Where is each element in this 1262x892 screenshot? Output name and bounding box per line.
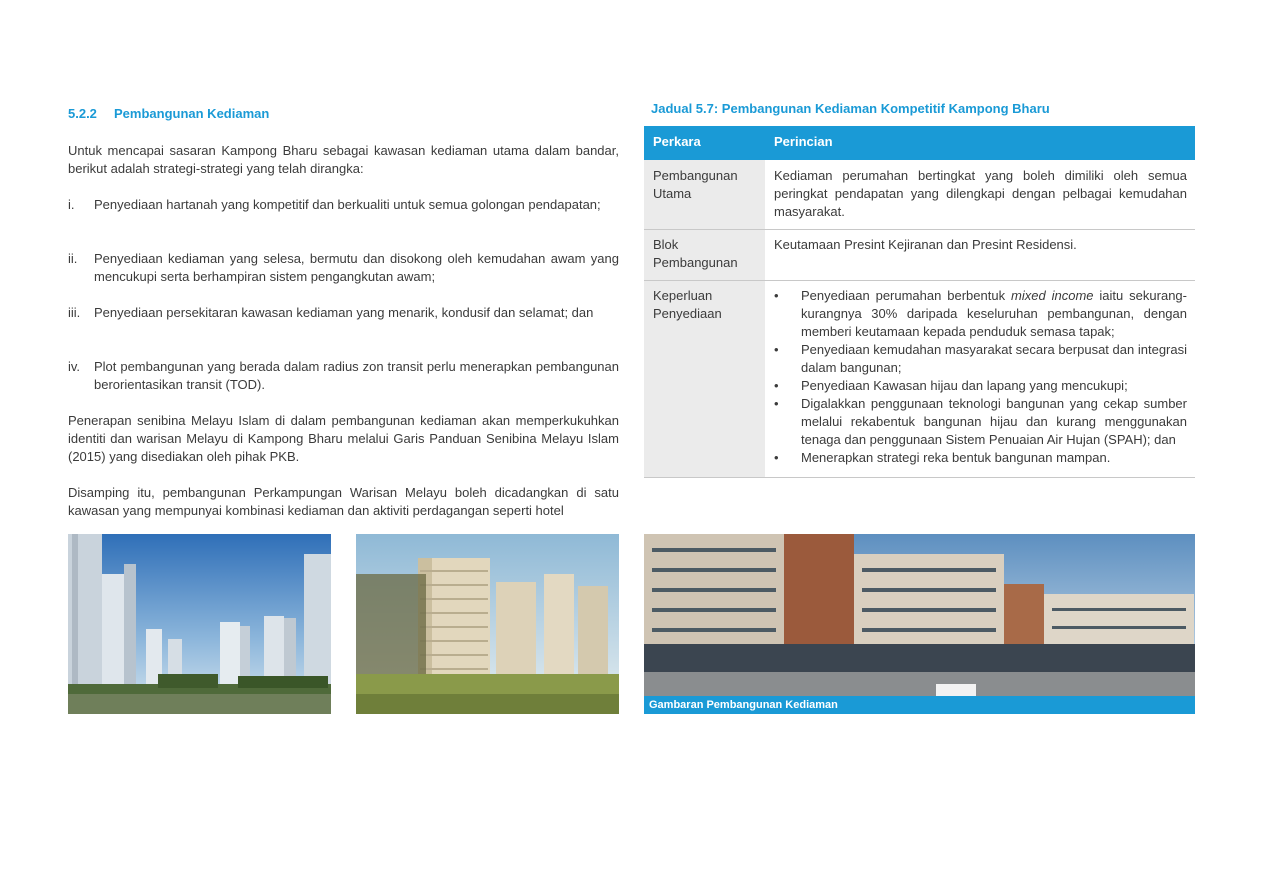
section-number: 5.2.2: [68, 106, 97, 121]
requirement-item: • Penyediaan Kawasan hijau dan lapang yang mencukupi;: [774, 378, 1128, 393]
photo-city-towers: [68, 534, 331, 714]
requirements-list: [774, 287, 1187, 467]
section-heading: [68, 106, 269, 121]
intro-paragraph: Untuk mencapai sasaran Kampong Bharu sebagai kawasan kediaman utama dalam bandar, berikut adalah strategi-strategi yang telah dirangka:: [68, 143, 619, 176]
strategy-item: [68, 196, 619, 214]
photo-caption: Gambaran Pembangunan Kediaman: [644, 696, 1195, 714]
bullet: •: [774, 396, 779, 411]
bullet: •: [774, 378, 779, 393]
photo-mixed-development: [644, 534, 1195, 696]
strategy-text: Penyediaan persekitaran kawasan kediaman yang menarik, kondusif dan selamat; dan: [94, 305, 594, 320]
requirement-item: • Menerapkan strategi reka bentuk bangunan mampan.: [774, 450, 1111, 465]
bullet: •: [774, 450, 779, 465]
table-row: [644, 281, 1195, 478]
requirement-item: • Digalakkan penggunaan teknologi bangunan yang cekap sumber melalui rekabentuk bangunan hijau dan kurang menggunakan tenaga dan penggunaan Sistem Penuaian Air Hujan (SPAH); dan: [774, 396, 1187, 447]
section-title: Pembangunan Kediaman: [114, 106, 270, 121]
strategy-item: [68, 358, 619, 394]
strategy-text: Penyediaan hartanah yang kompetitif dan berkualiti untuk semua golongan pendapatan;: [94, 197, 601, 212]
table-title: Jadual 5.7: Pembangunan Kediaman Kompetitif Kampong Bharu: [651, 101, 1050, 116]
strategy-marker: i.: [68, 197, 75, 212]
row-detail: [765, 281, 1195, 478]
strategy-text: Plot pembangunan yang berada dalam radius zon transit perlu menerapkan pembangunan berorientasikan transit (TOD).: [94, 359, 619, 392]
heritage-paragraph: Penerapan senibina Melayu Islam di dalam pembangunan kediaman akan memperkukuhkan identiti dan warisan Melayu di Kampong Bharu melalui Garis Panduan Senibina Melayu Islam (2015) yang disediakan oleh pihak PKB.: [68, 413, 619, 464]
strategy-marker: iii.: [68, 305, 81, 320]
strategy-item: [68, 250, 619, 286]
requirement-item: • Penyediaan kemudahan masyarakat secara berpusat dan integrasi dalam bangunan;: [774, 342, 1187, 375]
table-header-row: [644, 126, 1195, 160]
strategy-marker: iv.: [68, 359, 81, 374]
row-detail: Keutamaan Presint Kejiranan dan Presint Residensi.: [765, 230, 1195, 281]
strategy-marker: ii.: [68, 251, 78, 266]
table-row: [644, 230, 1195, 281]
strategy-item: [68, 304, 619, 322]
header-perkara: Perkara: [644, 126, 765, 160]
mixed-income-term: mixed income: [1011, 288, 1094, 303]
table-row: [644, 160, 1195, 230]
village-paragraph: Disamping itu, pembangunan Perkampungan Warisan Melayu boleh dicadangkan di satu kawasan yang mempunyai kombinasi kediaman dan aktiviti perdagangan seperti hotel: [68, 485, 619, 518]
strategy-text: Penyediaan kediaman yang selesa, bermutu dan disokong oleh kemudahan awam yang mencukupi serta berhampiran sistem pengangkutan awam;: [94, 251, 619, 284]
row-detail: Kediaman perumahan bertingkat yang boleh dimiliki oleh semua peringkat pendapatan yang dilengkapi dengan pelbagai kemudahan masyarakat.: [765, 160, 1195, 230]
row-label: Pembangunan Utama: [644, 160, 765, 230]
photo-tower-render: [356, 534, 619, 714]
bullet: •: [774, 342, 779, 357]
row-label: Blok Pembangunan: [644, 230, 765, 281]
bullet: •: [774, 288, 779, 303]
row-label: Keperluan Penyediaan: [644, 281, 765, 478]
residential-table: [644, 126, 1195, 478]
header-perincian: Perincian: [765, 126, 1195, 160]
requirement-item: • Penyediaan perumahan berbentuk mixed income iaitu sekurang-kurangnya 30% daripada keseluruhan pembangunan, dengan memberi keutamaan kepada penduduk semasa tapak;: [774, 288, 1187, 339]
